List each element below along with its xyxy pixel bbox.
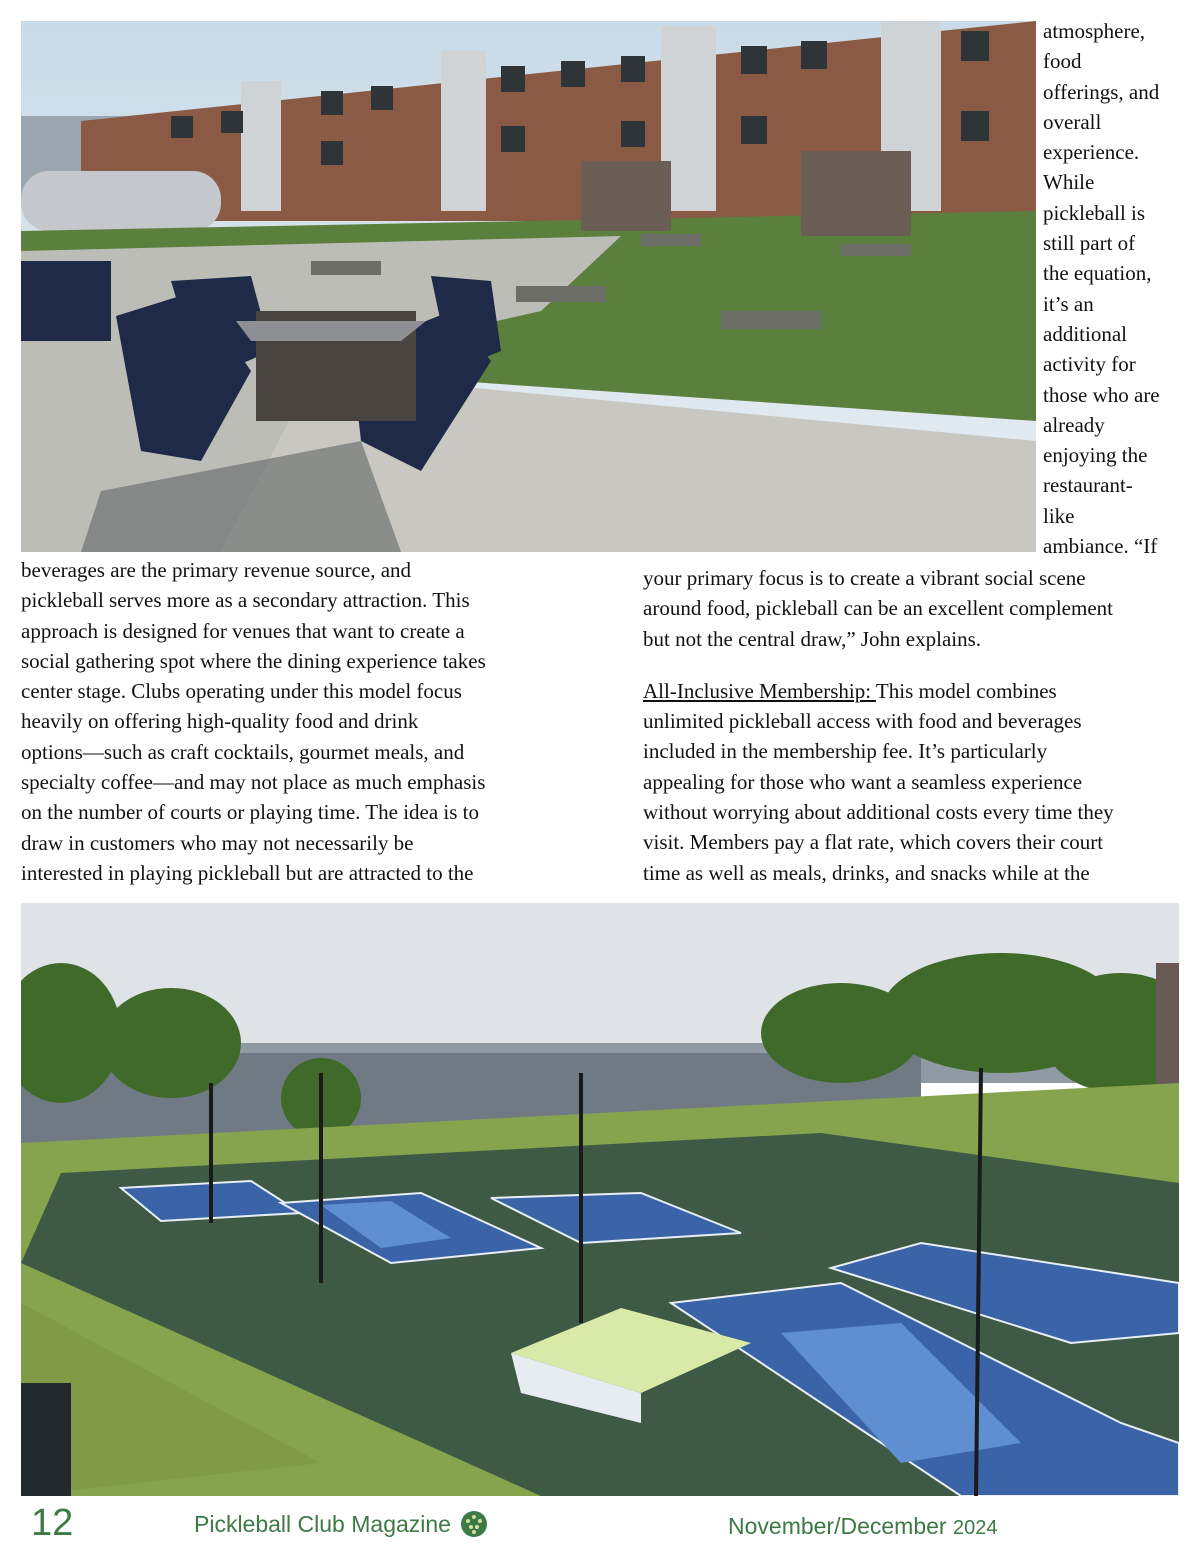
issue-label [728,1513,997,1540]
text-line: center stage. Clubs operating under this model focus [21,679,462,704]
text-line: restaurant- [1043,473,1133,498]
text-line: on the number of courts or playing time. The idea is to [21,800,480,825]
text-line: appealing for those who want a seamless experience [643,769,1083,794]
issue-months: November/December [728,1513,947,1539]
page-footer [0,1500,1200,1550]
riverside-courts-photo [21,903,1179,1496]
text-line: those who are [1043,382,1160,407]
text-line: overall [1043,109,1102,134]
text-line: without worrying about additional costs every time they [643,800,1114,825]
text-line: like [1043,503,1075,528]
text-line: interested in playing pickleball but are attracted to the [21,860,474,885]
text-line: included in the membership fee. It’s particularly [643,739,1048,764]
text-line: but not the central draw,” John explains. [643,626,982,651]
text-line [643,676,1188,706]
text-line: options—such as craft cocktails, gourmet meals, and [21,739,465,764]
text-line: unlimited pickleball access with food and beverages [643,709,1082,734]
text-line: enjoying the [1043,443,1148,468]
text-line: ambiance. “If [1043,534,1158,559]
issue-year: 2024 [952,1517,998,1539]
text-line: beverages are the primary revenue source, and [21,558,412,582]
text-line: heavily on offering high-quality food and drink [21,709,419,734]
paragraph-all-inclusive [643,676,1188,888]
text-line: time as well as meals, drinks, and snacks while at the [643,860,1090,885]
text-line: draw in customers who may not necessarily be [21,830,414,855]
text-line: around food, pickleball can be an excellent complement [643,596,1113,621]
text-line: atmosphere, [1043,19,1146,43]
left-text-column [21,555,581,888]
text-line: approach is designed for venues that want to create a [21,618,465,643]
text-line: pickleball is [1043,200,1146,225]
text-line: still part of [1043,231,1136,256]
text-line: it’s an [1043,291,1094,316]
text-line: additional [1043,321,1127,346]
narrow-text-column [1043,16,1193,561]
pickleball-icon [460,1510,488,1538]
text-line: your primary focus is to create a vibrant social scene [643,566,1086,590]
model-heading: All-Inclusive Membership: [643,678,876,703]
magazine-name: Pickleball Club Magazine [194,1511,451,1537]
text-line: already [1043,412,1105,437]
patio-lawn-photo [21,21,1036,552]
paragraph-quote [643,563,1188,654]
text-line: visit. Members pay a flat rate, which covers their court [643,830,1104,855]
text-line: pickleball serves more as a secondary attraction. This [21,588,470,613]
page-number: 12 [31,1502,74,1544]
text-line: social gathering spot where the dining experience takes [21,648,486,673]
text-line: specialty coffee—and may not place as much emphasis [21,770,486,795]
text-line: activity for [1043,352,1136,377]
text-line: the equation, [1043,261,1152,286]
text-fragment: This model combines [875,678,1057,703]
right-text-column [643,563,1188,910]
text-line: offerings, and [1043,79,1160,104]
text-line: While [1043,170,1095,195]
text-line: experience. [1043,140,1140,165]
text-line: food [1043,49,1082,74]
